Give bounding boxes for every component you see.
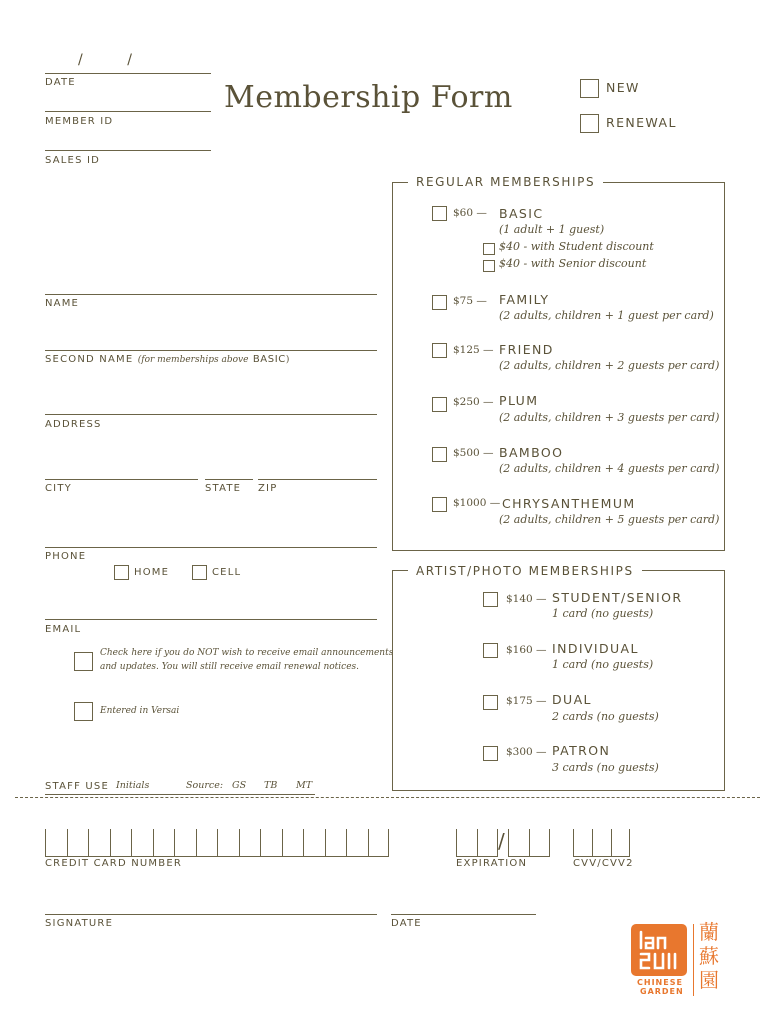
page-title: Membership Form	[224, 80, 513, 115]
patron-checkbox[interactable]	[483, 746, 498, 761]
staff-source-mt[interactable]: MT	[296, 780, 313, 791]
tier-desc: (2 adults, children + 3 guests per card)	[499, 411, 720, 424]
expiration-month-field[interactable]	[456, 829, 498, 857]
credit-card-label: CREDIT CARD NUMBER	[45, 858, 182, 869]
email-optout-text-2: and updates. You will still receive email renewal notices.	[100, 662, 360, 672]
expiration-year-field[interactable]	[508, 829, 550, 857]
tier-price: $1000 —	[453, 497, 501, 509]
tier-desc: 1 card (no guests)	[552, 658, 654, 671]
payment-date-label: DATE	[391, 918, 422, 929]
tier-price: $60 —	[453, 207, 487, 219]
basic-student-label: $40 - with Student discount	[499, 240, 654, 253]
staff-source-gs[interactable]: GS	[232, 780, 247, 791]
state-label: STATE	[205, 483, 242, 494]
tier-desc: (2 adults, children + 1 guest per card)	[499, 309, 714, 322]
friend-checkbox[interactable]	[432, 343, 447, 358]
phone-label: PHONE	[45, 551, 87, 562]
expiration-label: EXPIRATION	[456, 858, 528, 869]
tier-name: FAMILY	[499, 292, 550, 307]
credit-card-number-field[interactable]	[45, 829, 389, 857]
member-id-label: MEMBER ID	[45, 116, 114, 127]
tier-name: BAMBOO	[499, 445, 564, 460]
tier-price: $500 —	[453, 447, 494, 459]
renewal-checkbox[interactable]	[580, 114, 599, 133]
tier-price: $160 —	[506, 644, 547, 656]
email-optout-text-1: Check here if you do NOT wish to receive email announcements	[100, 648, 394, 658]
sales-id-label: SALES ID	[45, 155, 101, 166]
date-label: DATE	[45, 77, 76, 88]
zip-label: ZIP	[258, 483, 278, 494]
tier-name: PLUM	[499, 393, 539, 408]
tier-name: INDIVIDUAL	[552, 641, 639, 656]
staff-use-label: STAFF USE	[45, 781, 109, 792]
state-line[interactable]	[205, 479, 253, 480]
tier-price: $250 —	[453, 396, 494, 408]
new-checkbox[interactable]	[580, 79, 599, 98]
name-label: NAME	[45, 298, 80, 309]
student-senior-checkbox[interactable]	[483, 592, 498, 607]
logo-subtitle-1: CHINESE	[637, 978, 683, 987]
chrysanthemum-checkbox[interactable]	[432, 497, 447, 512]
tier-price: $300 —	[506, 746, 547, 758]
email-line[interactable]	[45, 619, 377, 620]
staff-use-line[interactable]	[45, 794, 315, 795]
tier-desc: 3 cards (no guests)	[552, 761, 659, 774]
basic-checkbox[interactable]	[432, 206, 447, 221]
individual-checkbox[interactable]	[483, 643, 498, 658]
second-name-note-bold: BASIC	[252, 354, 286, 365]
cvv-label: CVV/CVV2	[573, 858, 634, 869]
tier-name: CHRYSANTHEMUM	[502, 496, 636, 511]
tier-desc: 2 cards (no guests)	[552, 710, 659, 723]
renewal-label: RENEWAL	[606, 115, 677, 130]
payment-date-line[interactable]	[391, 914, 536, 915]
basic-senior-label: $40 - with Senior discount	[499, 257, 647, 270]
staff-source-tb[interactable]: TB	[264, 780, 278, 791]
home-checkbox[interactable]	[114, 565, 129, 580]
city-line[interactable]	[45, 479, 198, 480]
home-label: HOME	[134, 567, 170, 578]
bamboo-checkbox[interactable]	[432, 447, 447, 462]
logo-chinese-text: 蘭蘇園	[699, 920, 719, 992]
second-name-note-end: )	[285, 355, 290, 365]
staff-source-label: Source:	[186, 780, 224, 791]
logo-divider	[693, 924, 694, 996]
sales-id-line[interactable]	[45, 150, 211, 151]
new-label: NEW	[606, 80, 640, 95]
date-slashes: / /	[78, 52, 132, 68]
second-name-label	[45, 354, 289, 365]
tier-price: $75 —	[453, 295, 487, 307]
tier-name: BASIC	[499, 206, 544, 221]
email-label: EMAIL	[45, 624, 82, 635]
versai-label: Entered in Versai	[100, 706, 180, 716]
tier-price: $140 —	[506, 593, 547, 605]
signature-line[interactable]	[45, 914, 377, 915]
date-line[interactable]	[45, 73, 211, 74]
tier-desc: (2 adults, children + 4 guests per card)	[499, 462, 720, 475]
logo-mark	[631, 924, 687, 976]
tier-name: STUDENT/SENIOR	[552, 590, 683, 605]
versai-checkbox[interactable]	[74, 702, 93, 721]
dual-checkbox[interactable]	[483, 695, 498, 710]
basic-senior-checkbox[interactable]	[483, 260, 495, 272]
tier-desc: (2 adults, children + 2 guests per card)	[499, 359, 720, 372]
tier-desc: (1 adult + 1 guest)	[499, 223, 605, 236]
address-label: ADDRESS	[45, 419, 102, 430]
second-name-note: (for memberships above	[137, 355, 249, 365]
tier-desc: 1 card (no guests)	[552, 607, 654, 620]
cell-checkbox[interactable]	[192, 565, 207, 580]
basic-student-checkbox[interactable]	[483, 243, 495, 255]
tier-name: PATRON	[552, 743, 611, 758]
signature-label: SIGNATURE	[45, 918, 114, 929]
member-id-line[interactable]	[45, 111, 211, 112]
address-line[interactable]	[45, 414, 377, 415]
second-name-line[interactable]	[45, 350, 377, 351]
cvv-field[interactable]	[573, 829, 630, 857]
tier-desc: (2 adults, children + 5 guests per card)	[499, 513, 720, 526]
zip-line[interactable]	[258, 479, 377, 480]
staff-initials-label: Initials	[116, 780, 150, 791]
second-name-label-text: SECOND NAME	[45, 354, 134, 365]
city-label: CITY	[45, 483, 72, 494]
tier-name: DUAL	[552, 692, 592, 707]
plum-checkbox[interactable]	[432, 397, 447, 412]
regular-memberships-title: REGULAR MEMBERSHIPS	[408, 175, 603, 189]
cell-label: CELL	[212, 567, 242, 578]
tier-name: FRIEND	[499, 342, 554, 357]
family-checkbox[interactable]	[432, 295, 447, 310]
artist-memberships-title: ARTIST/PHOTO MEMBERSHIPS	[408, 564, 642, 578]
logo-subtitle-2: GARDEN	[640, 987, 684, 996]
expiration-slash: /	[498, 829, 505, 853]
tier-price: $175 —	[506, 695, 547, 707]
cut-line	[15, 797, 760, 798]
tier-price: $125 —	[453, 344, 494, 356]
name-line[interactable]	[45, 294, 377, 295]
phone-line[interactable]	[45, 547, 377, 548]
email-optout-checkbox[interactable]	[74, 652, 93, 671]
